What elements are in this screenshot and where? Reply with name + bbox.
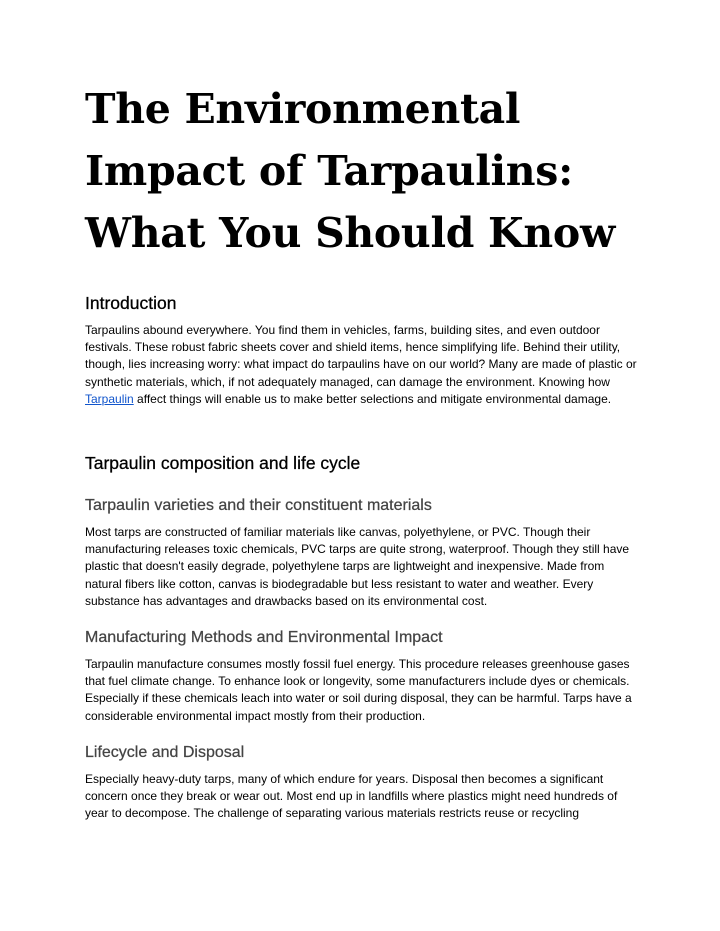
document-title	[85, 78, 640, 264]
title-line: What You Should Know	[85, 209, 615, 257]
intro-text-after-link: affect things will enable us to make better selections and mitigate environmental damage.	[133, 391, 612, 406]
intro-text-before-link: Tarpaulins abound everywhere. You find them in vehicles, farms, building sites, and even outdoor festivals. These robust fabric sheets cover and shield items, hence simplifying life. Behind their utility, though, lies increasing worry: what impact do tarpaulins have on our world? Many are made of plastic or synthetic materials, which, if not adequately managed, can damage the environment. Knowing how	[85, 323, 637, 389]
introduction-paragraph	[85, 322, 640, 408]
section-heading: Tarpaulin composition and life cycle	[85, 453, 361, 474]
title-line: The Environmental	[85, 85, 521, 133]
subsection-heading-varieties: Tarpaulin varieties and their constituent materials	[85, 497, 432, 515]
document-content	[85, 78, 640, 822]
subsection-paragraph-varieties: Most tarps are constructed of familiar materials like canvas, polyethylene, or PVC. Though their manufacturing releases toxic chemicals, PVC tarps are quite strong, waterproof. Though they still have plastic that doesn't easily degrade, polyethylene tarps are lightweight and inexpensive. Made from natural fibers like cotton, canvas is biodegradable but less resistant to water and weather. Every substance has advantages and drawbacks based on its environmental cost.	[85, 525, 630, 608]
tarpaulin-link[interactable]: Tarpaulin	[85, 391, 134, 406]
subsection-paragraph-lifecycle: Especially heavy-duty tarps, many of which endure for years. Disposal then becomes a significant concern once they break or wear out. Most end up in landfills where plastics might need hundreds of year to decompose. The challenge of separating various materials restricts reuse or recycling	[85, 771, 618, 821]
subsection-paragraph-manufacturing: Tarpaulin manufacture consumes mostly fossil fuel energy. This procedure releases greenhouse gases that fuel climate change. To enhance look or longevity, some manufacturers include dyes or chemicals. Especially if these chemicals leach into water or soil during disposal, they can be harmful. Tarps have a considerable environmental impact mostly from their production.	[85, 657, 632, 723]
title-line: Impact of Tarpaulins:	[85, 147, 573, 195]
subsection-heading-lifecycle: Lifecycle and Disposal	[85, 743, 245, 761]
introduction-heading: Introduction	[85, 293, 177, 313]
subsection-heading-manufacturing: Manufacturing Methods and Environmental Impact	[85, 629, 443, 647]
